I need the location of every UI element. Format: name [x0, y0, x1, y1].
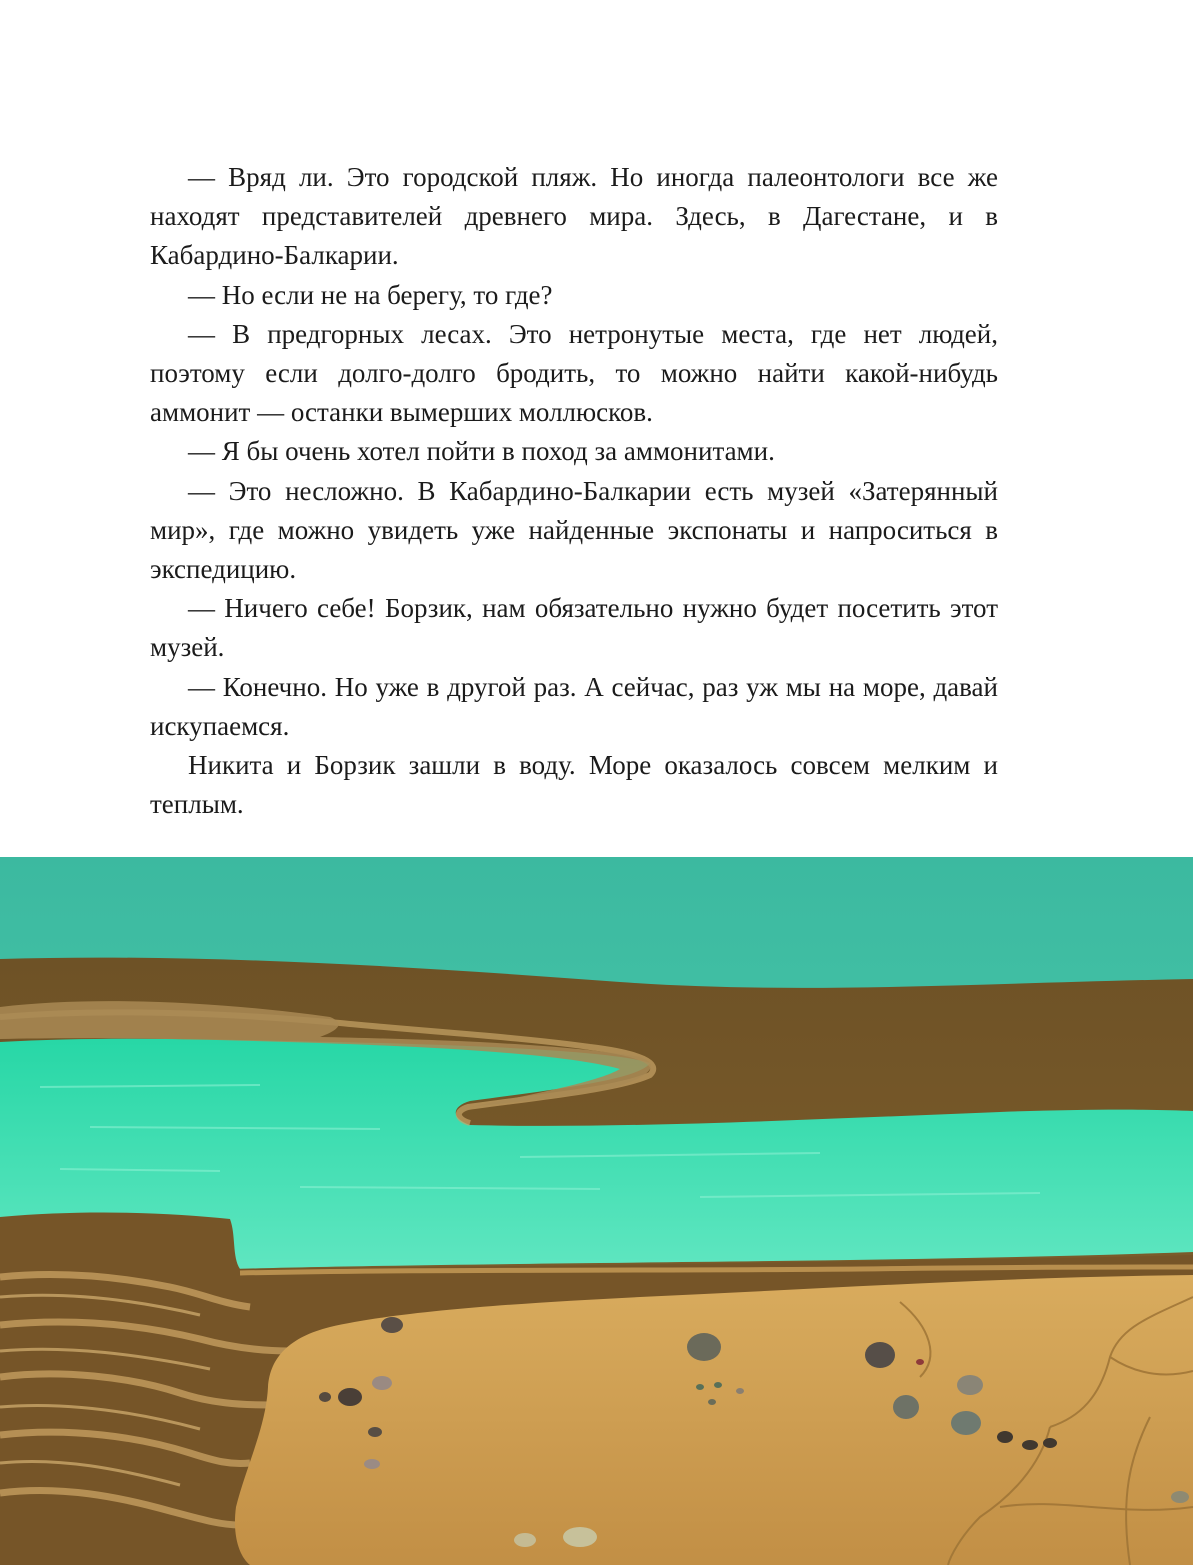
stone: [916, 1359, 924, 1365]
paragraph: — Вряд ли. Это городской пляж. Но иногда палеонтологи все же находят представителей древнего мира. Здесь, в Дагестане, и в Кабардино-Балкарии.: [150, 162, 998, 271]
stone: [563, 1527, 597, 1547]
stone: [736, 1388, 744, 1394]
stone: [893, 1395, 919, 1419]
stone: [319, 1392, 331, 1402]
sea-shore-illustration: [0, 857, 1193, 1565]
stone: [338, 1388, 362, 1406]
paragraph: — Я бы очень хотел пойти в поход за аммонитами.: [188, 436, 775, 467]
stone: [696, 1384, 704, 1390]
stone: [951, 1411, 981, 1435]
stone: [372, 1376, 392, 1390]
paragraph: — Это несложно. В Кабардино-Балкарии есть музей «Затерянный мир», где можно увидеть уже найденные экспонаты и напроситься в экспедицию.: [150, 475, 998, 585]
stone: [1171, 1491, 1189, 1503]
stone: [687, 1333, 721, 1361]
stone: [1043, 1438, 1057, 1448]
stone: [957, 1375, 983, 1395]
stone: [514, 1533, 536, 1547]
story-text: [150, 158, 998, 824]
paragraph: — Но если не на берегу, то где?: [188, 279, 553, 310]
paragraph: — Ничего себе! Борзик, нам обязательно нужно будет посетить этот музей.: [150, 593, 998, 663]
stone: [368, 1427, 382, 1437]
stone: [708, 1399, 716, 1405]
stone: [381, 1317, 403, 1333]
paragraph: — Конечно. Но уже в другой раз. А сейчас, раз уж мы на море, давай искупаемся.: [150, 671, 998, 741]
stone: [1022, 1440, 1038, 1450]
stone: [865, 1342, 895, 1368]
paragraph: Никита и Борзик зашли в воду. Море оказалось совсем мелким и теплым.: [150, 750, 998, 820]
stone: [364, 1459, 380, 1469]
stone: [714, 1382, 722, 1388]
stone: [997, 1431, 1013, 1443]
sandy-beach: [235, 1275, 1193, 1565]
paragraph: — В предгорных лесах. Это нетронутые места, где нет людей, поэтому если долго-долго бродить, то можно найти какой-нибудь аммонит — останки вымерших моллюсков.: [150, 318, 998, 428]
